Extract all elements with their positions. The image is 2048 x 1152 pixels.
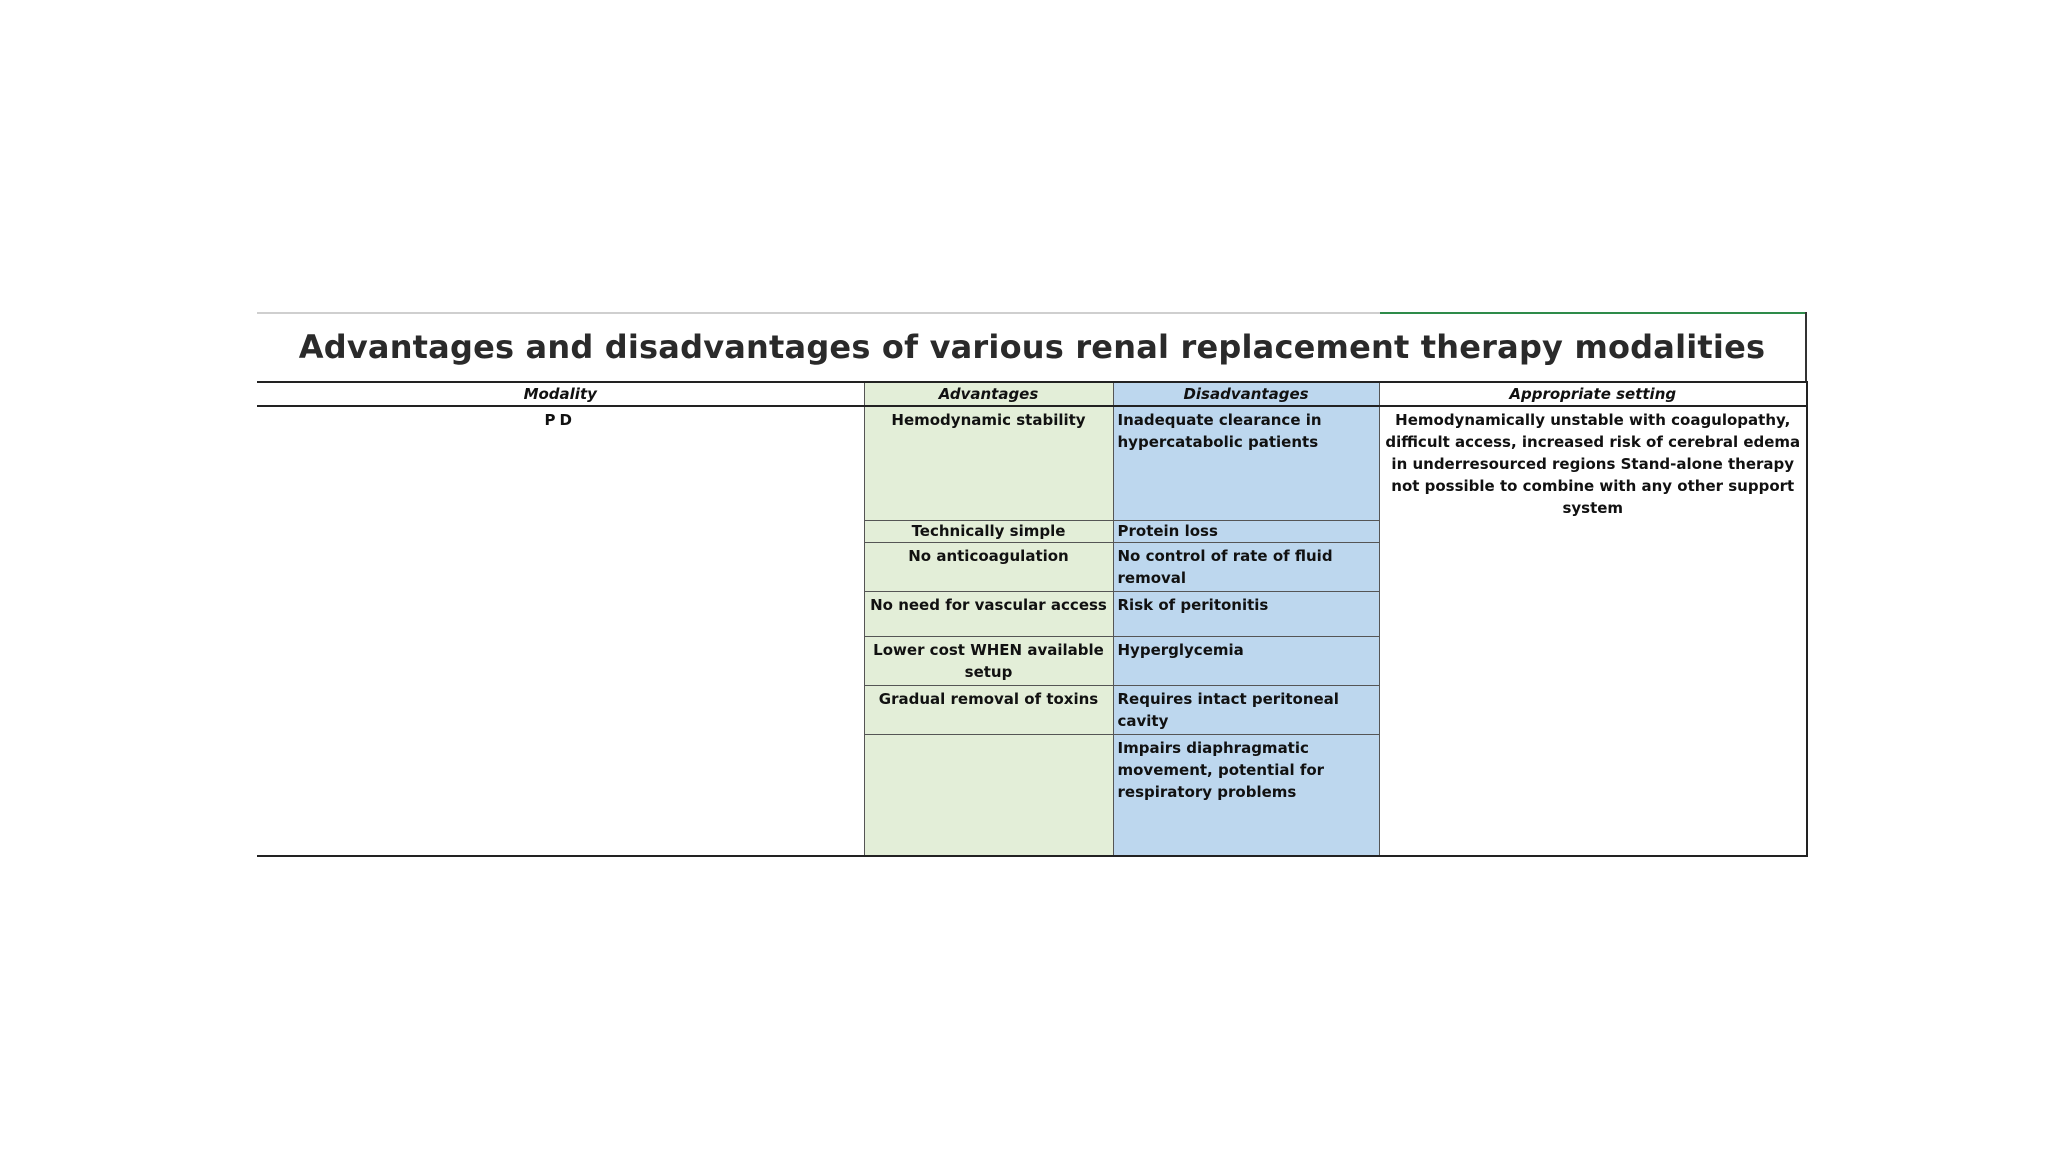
rrt-table-sheet [257, 312, 1807, 847]
advantage-cell: No need for vascular access [864, 591, 1113, 636]
advantage-cell: Technically simple [864, 520, 1113, 542]
advantage-cell: No anticoagulation [864, 542, 1113, 591]
header-disadvantages: Disadvantages [1113, 382, 1379, 406]
modality-cell: PD [257, 406, 864, 856]
table-title: Advantages and disadvantages of various renal replacement therapy modalities [298, 328, 1766, 366]
disadvantage-cell: Impairs diaphragmatic movement, potential for respiratory problems [1113, 734, 1379, 856]
disadvantage-cell: Hyperglycemia [1113, 636, 1379, 685]
advantage-cell: Gradual removal of toxins [864, 685, 1113, 734]
table-row [257, 406, 1807, 520]
header-row [257, 382, 1807, 406]
header-setting: Appropriate setting [1379, 382, 1807, 406]
disadvantage-cell: No control of rate of fluid removal [1113, 542, 1379, 591]
advantage-cell [864, 734, 1113, 856]
header-advantages: Advantages [864, 382, 1113, 406]
disadvantage-cell: Requires intact peritoneal cavity [1113, 685, 1379, 734]
disadvantage-cell: Risk of peritonitis [1113, 591, 1379, 636]
disadvantage-cell: Protein loss [1113, 520, 1379, 542]
disadvantage-cell: Inadequate clearance in hypercatabolic patients [1113, 406, 1379, 520]
advantage-cell: Hemodynamic stability [864, 406, 1113, 520]
header-modality: Modality [257, 382, 864, 406]
setting-cell: Hemodynamically unstable with coagulopathy, difficult access, increased risk of cerebral edema in underresourced regions Stand-alone therapy not possible to combine with any other support system [1379, 406, 1807, 856]
rrt-comparison-table [257, 381, 1808, 857]
advantage-cell: Lower cost WHEN available setup [864, 636, 1113, 685]
